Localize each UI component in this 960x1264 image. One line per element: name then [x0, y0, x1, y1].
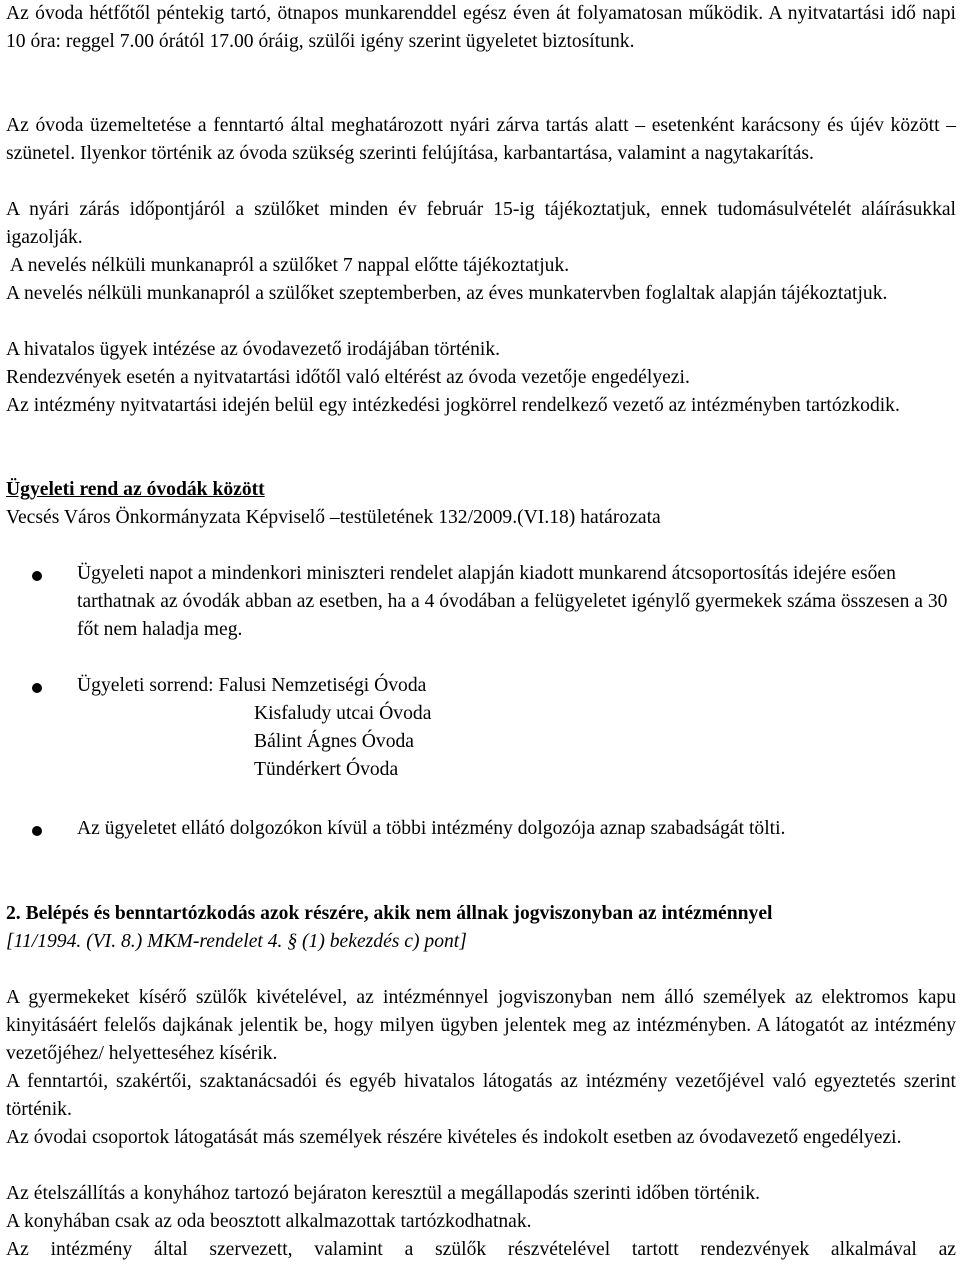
paragraph-official-matters: A hivatalos ügyek intézése az óvodavezető irodájában történik.	[6, 339, 501, 360]
paragraph-group-visits: Az óvodai csoportok látogatását más személyek részére kivételes és indokolt esetben az óvodavezető engedélyezi.	[6, 1127, 902, 1148]
paragraph-visitors: A gyermekeket kísérő szülők kivételével, az intézménnyel jogviszonyban nem álló személyek az elektromos kapu kinyitásáért felelős dajkának jelentik be, hogy milyen ügyben jelentek meg az intézményben. A látogatót az intézmény vezetőjéhez/ helyetteséhez kísérik.	[6, 987, 956, 1064]
paragraph-kitchen-staff: A konyhában csak az oda beosztott alkalmazottak tartózkodhatnak.	[6, 1211, 532, 1232]
bullet-staff-leave: Az ügyeletet ellátó dolgozókon kívül a többi intézmény dolgozója aznap szabadságát tölti.	[77, 818, 786, 839]
bullet-duty-order: Ügyeleti sorrend: Falusi Nemzetiségi Óvoda	[77, 675, 427, 696]
paragraph-events: Rendezvények esetén a nyitvatartási időtől való eltérést az óvoda vezetője engedélyezi.	[6, 367, 690, 388]
bullet-dot	[32, 571, 42, 581]
paragraph-non-teaching-day-7: A nevelés nélküli munkanapról a szülőket 7 nappal előtte tájékoztatjuk.	[6, 255, 570, 276]
duty-order-item: Bálint Ágnes Óvoda	[254, 731, 414, 752]
bullet-duty-day: Ügyeleti napot a mindenkori miniszteri rendelet alapján kiadott munkarend átcsoportosítás idejére esően tarthatnak az óvodák abban az esetben, ha a 4 óvodában a felügyeletet igénylő gyermekek száma összesen a 30 főt nem haladja meg.	[77, 563, 948, 640]
paragraph-official-visits: A fenntartói, szakértői, szaktanácsadói és egyéb hivatalos látogatás az intézmény vezetőjével való egyeztetés szerint történik.	[6, 1071, 956, 1120]
section-subheading-resolution: Vecsés Város Önkormányzata Képviselő –testületének 132/2009.(VI.18) határozata	[6, 507, 661, 528]
duty-order-item: Kisfaludy utcai Óvoda	[254, 703, 432, 724]
paragraph-leader-presence: Az intézmény nyitvatartási idején belül egy intézkedési jogkörrel rendelkező vezető az intézményben tartózkodik.	[6, 395, 900, 416]
bullet-dot	[32, 826, 42, 836]
paragraph-opening-hours: Az óvoda hétfőtől péntekig tartó, ötnapos munkarenddel egész éven át folyamatosan működik. A nyitvatartási idő napi 10 óra: reggel 7.00 órától 17.00 óráig, szülői igény szerint ügyeletet biztosítunk.	[6, 3, 956, 52]
bullet-dot	[32, 683, 42, 693]
paragraph-summer-closure: Az óvoda üzemeltetése a fenntartó által meghatározott nyári zárva tartás alatt – esetenként karácsony és újév között – szünetel. Ilyenkor történik az óvoda szükség szerinti felújítása, karbantartása, valamint a nagytakarítás.	[6, 115, 956, 164]
paragraph-summer-notice: A nyári zárás időpontjáról a szülőket minden év február 15-ig tájékoztatjuk, ennek tudomásulvételét aláírásukkal igazolják.	[6, 199, 956, 248]
section-legal-reference: [11/1994. (VI. 8.) MKM-rendelet 4. § (1) bekezdés c) pont]	[6, 931, 467, 952]
paragraph-non-teaching-day-september: A nevelés nélküli munkanapról a szülőket szeptemberben, az éves munkatervben foglaltak alapján tájékoztatjuk.	[6, 283, 888, 304]
paragraph-food-delivery: Az ételszállítás a konyhához tartozó bejáraton keresztül a megállapodás szerinti időben történik.	[6, 1183, 761, 1204]
paragraph-events-truncated: Az intézmény által szervezett, valamint a szülők részvételével tartott rendezvények alkalmával az	[6, 1239, 956, 1260]
section-heading-duty: Ügyeleti rend az óvodák között	[6, 479, 265, 500]
section-heading-entry: 2. Belépés és benntartózkodás azok részére, akik nem állnak jogviszonyban az intézménnyel	[6, 903, 773, 924]
duty-order-item: Tündérkert Óvoda	[254, 759, 399, 780]
